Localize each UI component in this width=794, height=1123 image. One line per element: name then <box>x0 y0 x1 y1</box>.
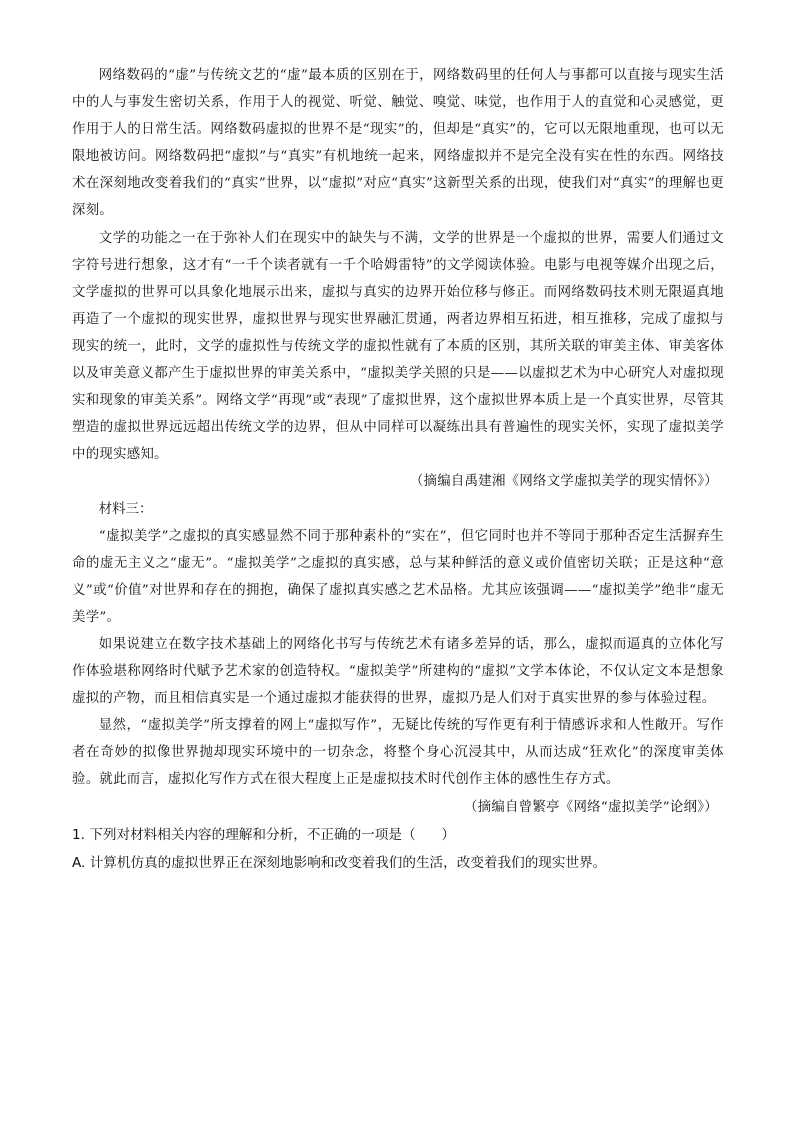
material-three-paragraph-1: “虚拟美学”之虚拟的真实感显然不同于那种素朴的“实在”，但它同时也并不等同于那种否定生活摒弃生命的虚无主义之“虚无”。“虚拟美学”之虚拟的真实感，总与某种鲜活的意义或价值密切关联；正是这种“意义”或“价值”对世界和存在的拥抱，确保了虚拟真实感之艺术品格。尤其应该强调——“虚拟美学”绝非“虚无美学”。 <box>72 528 724 625</box>
material-two-paragraph-2: 文学的功能之一在于弥补人们在现实中的缺失与不满，文学的世界是一个虚拟的世界，需要人们通过文字符号进行想象，这才有“一千个读者就有一千个哈姆雷特”的文学阅读体验。电影与电视等媒介出现之后，文学虚拟的世界可以具象化地展示出来，虚拟与真实的边界开始位移与修正。而网络数码技术则无限逼真地再造了一个虚拟的现实世界，虚拟世界与现实世界融汇贯通，两者边界相互拓进，相互推移，完成了虚拟与现实的统一，此时，文学的虚拟性与传统文学的虚拟性就有了本质的区别，其所关联的审美主体、审美客体以及审美意义都产生于虚拟世界的审美关系中，“虚拟美学关照的只是——以虚拟艺术为中心研究人对虚拟现实和现象的审美关系”。网络文学“再现”或“表现”了虚拟世界，这个虚拟世界本质上是一个真实世界，尽管其塑造的虚拟世界远远超出传统文学的边界，但从中同样可以凝练出具有普遍性的现实关怀，实现了虚拟美学中的现实感知。 <box>72 230 724 463</box>
material-three <box>72 496 724 821</box>
material-three-paragraph-3: 显然，“虚拟美学”所支撑着的网上“虚拟写作”，无疑比传统的写作更有利于情感诉求和人性敞开。写作者在奇妙的拟像世界抛却现实环境中的一切杂念，将整个身心沉浸其中，从而达成“狂欢化”的深度审美体验。就此而言，虚拟化写作方式在很大程度上正是虚拟技术时代创作主体的感性生存方式。 <box>72 718 724 788</box>
material-three-source: （摘编自曾繁亭《网络“虚拟美学”论纲》） <box>463 799 718 815</box>
document-content <box>72 62 724 877</box>
material-three-label: 材料三： <box>98 501 153 517</box>
question-one <box>72 821 724 877</box>
question-one-stem <box>72 821 724 849</box>
material-two-source: （摘编自禹建湘《网络文学虚拟美学的现实情怀》） <box>409 474 718 490</box>
question-one-stem-text: 1. 下列对材料相关内容的理解和分析，不正确的一项是（ ） <box>72 826 456 843</box>
material-two <box>72 62 724 496</box>
question-one-option-a[interactable]: A. 计算机仿真的虚拟世界正在深刻地影响和改变着我们的生活，改变着我们的现实世界。 <box>72 854 607 871</box>
material-two-paragraph-1: 网络数码的“虚”与传统文艺的“虚”最本质的区别在于，网络数码里的任何人与事都可以直接与现实生活中的人与事发生密切关系，作用于人的视觉、听觉、触觉、嗅觉、味觉，也作用于人的直觉和心灵感觉，更作用于人的日常生活。网络数码虚拟的世界不是“现实”的，但却是“真实”的，它可以无限地重现，也可以无限地被访问。网络数码把“虚拟”与“真实”有机地统一起来，网络虚拟并不是完全没有实在性的东西。网络技术在深刻地改变着我们的“真实”世界，以“虚拟”对应“真实”这新型关系的出现，使我们对“真实”的理解也更深刻。 <box>72 68 724 219</box>
material-three-paragraph-2: 如果说建立在数字技术基础上的网络化书写与传统艺术有诸多差异的话，那么，虚拟而逼真的立体化写作体验堪称网络时代赋予艺术家的创造特权。“虚拟美学”所建构的“虚拟”文学本体论，不仅认定文本是想象虚拟的产物，而且相信真实是一个通过虚拟才能获得的世界，虚拟乃是人们对于真实世界的参与体验过程。 <box>72 636 724 707</box>
